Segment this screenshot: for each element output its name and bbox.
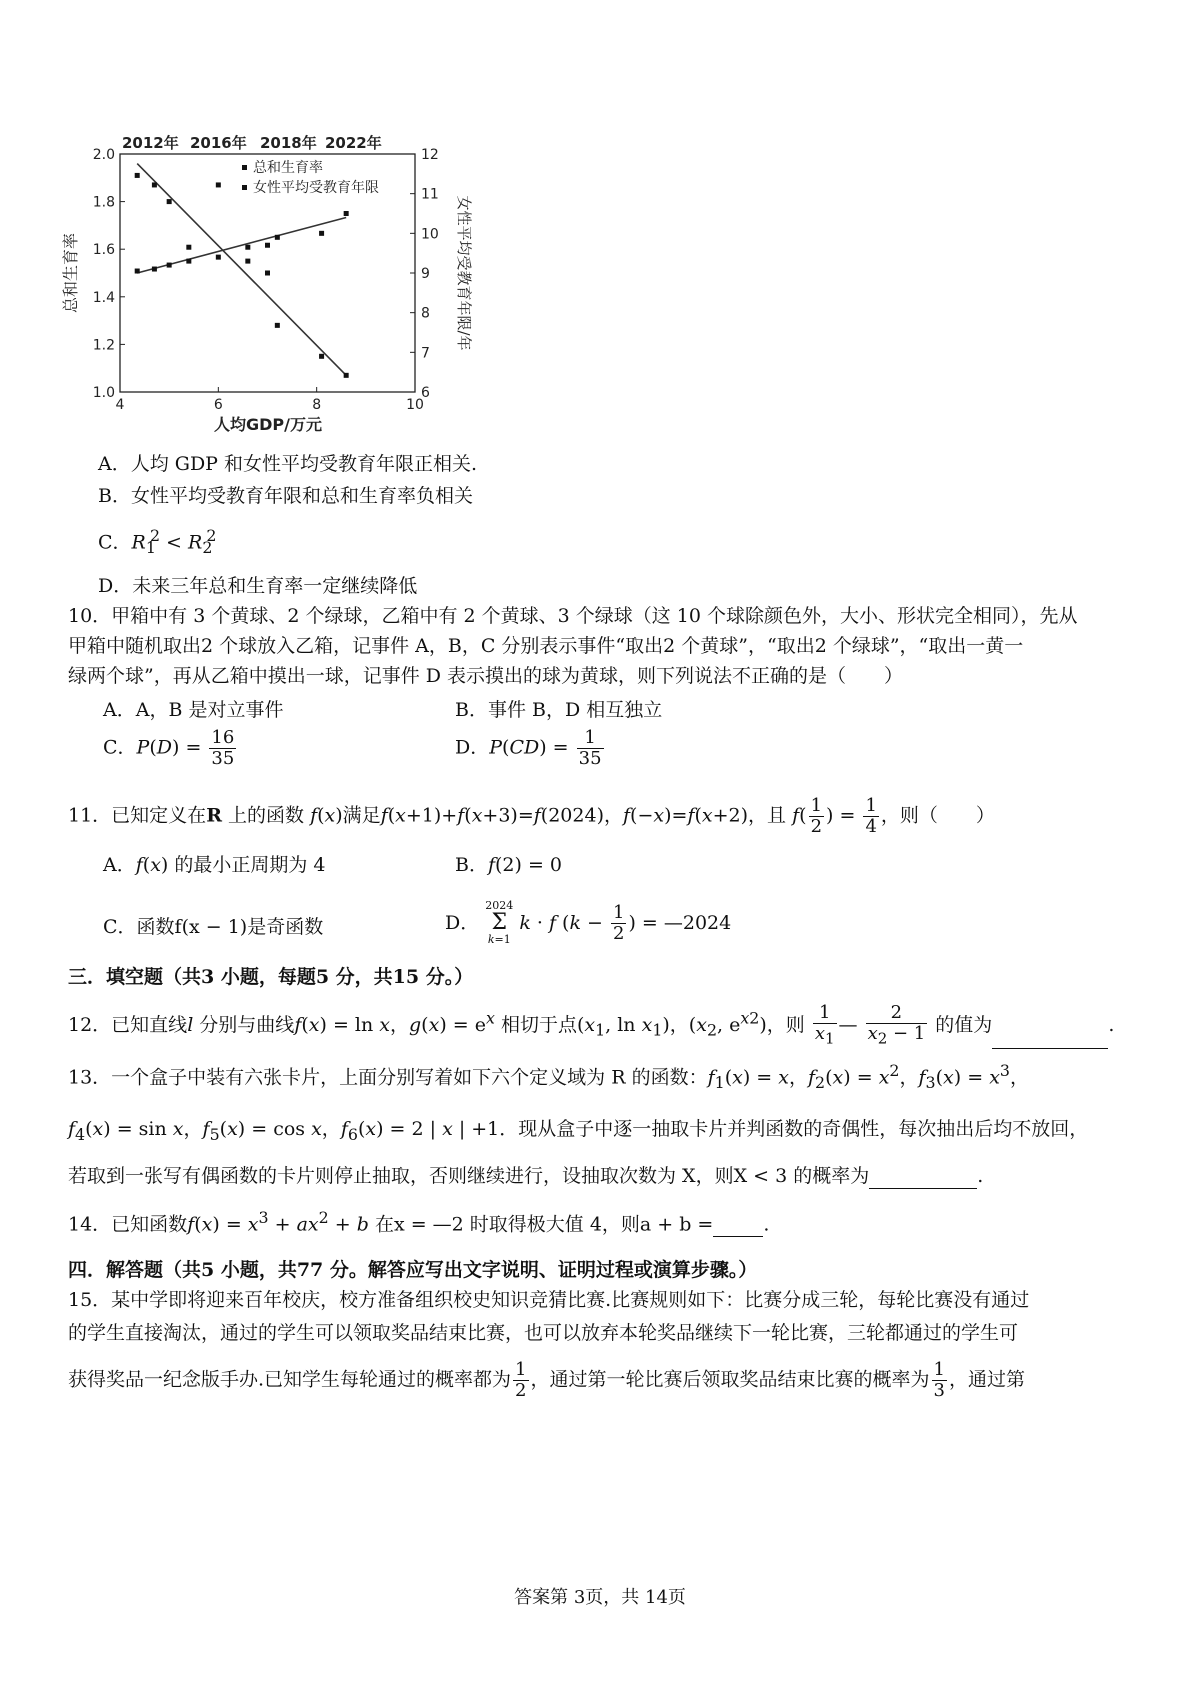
q9-option-b: B．女性平均受教育年限和总和生育率负相关 bbox=[98, 485, 473, 507]
data-point-series-2 bbox=[344, 211, 349, 216]
y-left-tick-label: 1.4 bbox=[92, 289, 115, 306]
section-3-heading: 三．填空题（共3 小题，每题5 分，共15 分。） bbox=[68, 966, 474, 988]
chart-marks bbox=[61, 134, 473, 434]
y-right-tick-label: 8 bbox=[421, 305, 430, 322]
q12: 12．已知直线l 分别与曲线f(x) = ln x，$g(x) = e^x$ 相切于点($x_1$, $\ln x_1$)，($x_2$, $e^{x2}$)，则 $\frac{1}{x_1}$ — $\frac{2}{x_2 - 1}$ 的值为 . bbox=[68, 1002, 1115, 1048]
q11-option-c: C．函数f(x − 1)是奇函数 bbox=[103, 916, 324, 938]
data-point-series-2 bbox=[319, 231, 324, 236]
q10-option-a: A．A，B 是对立事件 bbox=[103, 699, 284, 721]
data-point-series-1 bbox=[275, 323, 280, 328]
top-year-label: 2018年 bbox=[260, 134, 317, 152]
y-right-axis-title: 女性平均受教育年限/年 bbox=[455, 195, 473, 351]
q10-option-d: D．P(CD) = $\frac{1}{35}$ bbox=[455, 727, 602, 769]
page-footer: 答案第 3页，共 14页 bbox=[514, 1587, 686, 1608]
y-left-tick-label: 1.8 bbox=[92, 194, 115, 211]
x-tick-label: 6 bbox=[213, 397, 223, 413]
legend-label: 总和生育率 bbox=[253, 160, 323, 176]
top-year-label: 2012年 bbox=[122, 134, 179, 152]
data-point-series-2 bbox=[186, 259, 191, 264]
q10-option-c: C．P(D) = $\frac{16}{35}$ bbox=[103, 727, 235, 769]
y-right-tick-label: 7 bbox=[421, 345, 430, 362]
y-left-tick-label: 1.0 bbox=[92, 385, 115, 401]
q10-line-1: 10．甲箱中有 3 个黄球、2 个绿球，乙箱中有 2 个黄球、3 个绿球（这 10 个球除颜色外，大小、形状完全相同），先从 bbox=[68, 605, 1078, 627]
data-point-series-1 bbox=[319, 354, 324, 359]
q10-option-b: B．事件 B，D 相互独立 bbox=[455, 699, 663, 721]
y-left-tick-label: 1.6 bbox=[92, 242, 115, 259]
data-point-series-2 bbox=[245, 245, 250, 250]
x-tick-label: 4 bbox=[115, 397, 125, 413]
y-right-tick-label: 11 bbox=[421, 186, 439, 203]
q9-option-c: C．$R_1^2 < R_2^2$ bbox=[98, 526, 217, 558]
q15-line-2: 的学生直接淘汰，通过的学生可以领取奖品结束比赛，也可以放弃本轮奖品继续下一轮比赛，三轮都通过的学生可 bbox=[68, 1322, 1019, 1344]
q11-option-a: A．f(x) 的最小正周期为 4 bbox=[103, 854, 326, 876]
y-left-tick-label: 1.2 bbox=[92, 337, 115, 354]
y-right-tick-label: 6 bbox=[421, 385, 430, 401]
x-tick-label: 8 bbox=[312, 397, 322, 413]
data-point-series-1 bbox=[216, 182, 221, 187]
q14: 14．已知函数$f(x) = x^3 + ax^2 + b$ 在x = —2 时取得极大值 4，则a + b = . bbox=[68, 1208, 770, 1236]
q13-line-3: 若取到一张写有偶函数的卡片则停止抽取，否则继续进行，设抽取次数为 X，则X < 3 的概率为 . bbox=[68, 1165, 984, 1187]
data-point-series-1 bbox=[135, 173, 140, 178]
y-right-tick-label: 9 bbox=[421, 266, 430, 282]
q10-line-2: 甲箱中随机取出2 个球放入乙箱，记事件 A，B，C 分别表示事件“取出2 个黄球”，“取出2 个绿球”，“取出一黄一 bbox=[68, 635, 1024, 657]
legend-label: 女性平均受教育年限 bbox=[253, 180, 379, 196]
q10-line-3: 绿两个球”，再从乙箱中摸出一球，记事件 D 表示摸出的球为黄球，则下列说法不正确的是（ ） bbox=[68, 665, 904, 687]
data-point-series-1 bbox=[167, 199, 172, 204]
q11-option-d: D． 2024 Σ k=1 k · f (k − $\frac{1}{2}$ ) = —2024 bbox=[445, 899, 732, 946]
x-tick-label: 10 bbox=[406, 397, 424, 413]
section-4-heading: 四．解答题（共5 小题，共77 分。解答应写出文字说明、证明过程或演算步骤。） bbox=[68, 1259, 758, 1281]
top-year-label: 2022年 bbox=[325, 134, 382, 152]
q13-line-1: 13．一个盒子中装有六张卡片，上面分别写着如下六个定义域为 R 的函数：$f_1(x) = x$，$f_2(x) = x^2$，$f_3(x) = x^3$， bbox=[68, 1061, 1029, 1093]
y-left-axis-title: 总和生育率 bbox=[61, 232, 80, 314]
q9-option-d: D．未来三年总和生育率一定继续降低 bbox=[98, 575, 418, 597]
data-point-series-2 bbox=[265, 243, 270, 248]
data-point-series-2 bbox=[186, 245, 191, 250]
scatter-chart bbox=[60, 128, 480, 448]
y-right-tick-label: 12 bbox=[421, 147, 439, 163]
q15-line-1: 15．某中学即将迎来百年校庆，校方准备组织校史知识竞猜比赛.比赛规则如下：比赛分成三轮，每轮比赛没有通过 bbox=[68, 1289, 1030, 1311]
data-point-series-2 bbox=[135, 269, 140, 274]
data-point-series-1 bbox=[152, 182, 157, 187]
data-point-series-2 bbox=[152, 267, 157, 272]
legend-marker bbox=[242, 185, 247, 190]
y-left-tick-label: 2.0 bbox=[92, 147, 115, 163]
data-point-series-1 bbox=[245, 259, 250, 264]
data-point-series-1 bbox=[265, 271, 270, 276]
q9-option-a: A．人均 GDP 和女性平均受教育年限正相关. bbox=[98, 453, 478, 475]
q15-line-3: 获得奖品一纪念版手办.已知学生每轮通过的概率都为 $\frac{1}{2}$ ，通过第一轮比赛后领取奖品结束比赛的概率为 $\frac{1}{3}$ ，通过第 bbox=[68, 1359, 1025, 1401]
q11-option-b: B．f(2) = 0 bbox=[455, 854, 563, 876]
x-axis-title: 人均GDP/万元 bbox=[214, 415, 322, 434]
top-year-label: 2016年 bbox=[190, 134, 247, 152]
legend-marker bbox=[242, 165, 247, 170]
data-point-series-1 bbox=[344, 373, 349, 378]
data-point-series-2 bbox=[216, 255, 221, 260]
q11-stem: 11．已知定义在R 上的函数 f(x)满足f(x+1)+f(x+3)=f(2024)，f(−x)=f(x+2)，且 f( $\frac{1}{2}$ ) = $\frac{1}{4}$ ，则（ ） bbox=[68, 795, 995, 837]
y-right-tick-label: 10 bbox=[421, 226, 439, 243]
data-point-series-2 bbox=[275, 235, 280, 240]
data-point-series-2 bbox=[167, 263, 172, 268]
q13-line-2: $f_4(x) = \sin x$，$f_5(x) = \cos x$，$f_6(x) = 2$ | x | +1．现从盒子中逐一抽取卡片并判函数的奇偶性，每次抽出后均不放回， bbox=[68, 1118, 1089, 1144]
